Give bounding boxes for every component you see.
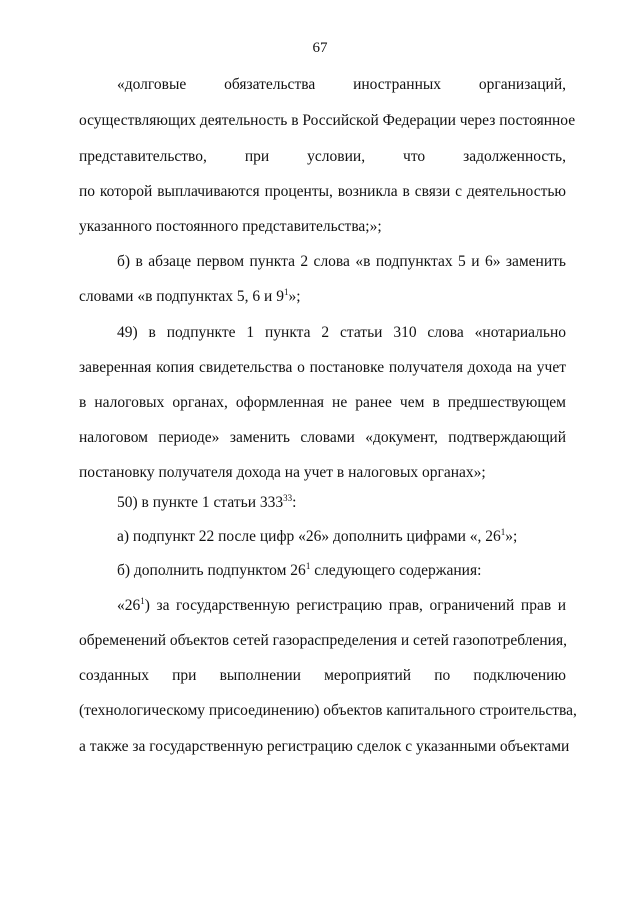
superscript: 33 <box>283 493 293 503</box>
text-line: обременений объектов сетей газораспределения и сетей газопотребления, <box>79 632 567 649</box>
text-line: б) в абзаце первом пункта 2 слова «в подпунктах 5 и 6» заменить <box>117 253 566 270</box>
text-line: указанного постоянного представительства;»; <box>79 218 382 235</box>
text-line: представительство, при условии, что задолженность, <box>79 148 566 165</box>
text-line: (технологическому присоединению) объектов капитального строительства, <box>79 702 577 719</box>
text-line: 49) в подпункте 1 пункта 2 статьи 310 слова «нотариально <box>117 324 566 341</box>
text-line: «$26^1$) за государственную регистрацию прав, ограничений прав и <box>117 596 566 614</box>
text-line: по которой выплачиваются проценты, возникла в связи с деятельностью <box>79 183 566 200</box>
text-line: 50) в пункте 1 статьи $333^{33}$: <box>117 493 297 511</box>
text-line: созданных при выполнении мероприятий по подключению <box>79 667 566 684</box>
text-line: словами «в подпунктах 5, 6 и $9^1$»; <box>79 287 301 305</box>
text-line: налоговом периоде» заменить словами «документ, подтверждающий <box>79 429 566 446</box>
superscript: 1 <box>283 287 289 297</box>
page-number: 67 <box>312 40 328 56</box>
text-line: осуществляющих деятельность в Российской Федерации через постоянное <box>79 112 576 129</box>
text-line: заверенная копия свидетельства о постановке получателя дохода на учет <box>79 359 566 376</box>
text-line: постановку получателя дохода на учет в налоговых органах»; <box>79 464 486 481</box>
text-line: «долговые обязательства иностранных организаций, <box>117 76 566 93</box>
text-line: в налоговых органах, оформленная не ранее чем в предшествующем <box>79 394 566 411</box>
superscript: 1 <box>305 561 311 571</box>
text-line: б) дополнить подпунктом $26^1$ следующего содержания: <box>117 561 482 579</box>
superscript: 1 <box>140 596 145 606</box>
text-line: а) подпункт 22 после цифр «26» дополнить цифрами «, $26^1$»; <box>117 527 518 545</box>
text-line: а также за государственную регистрацию сделок с указанными объектами <box>79 738 570 755</box>
superscript: 1 <box>500 527 506 537</box>
